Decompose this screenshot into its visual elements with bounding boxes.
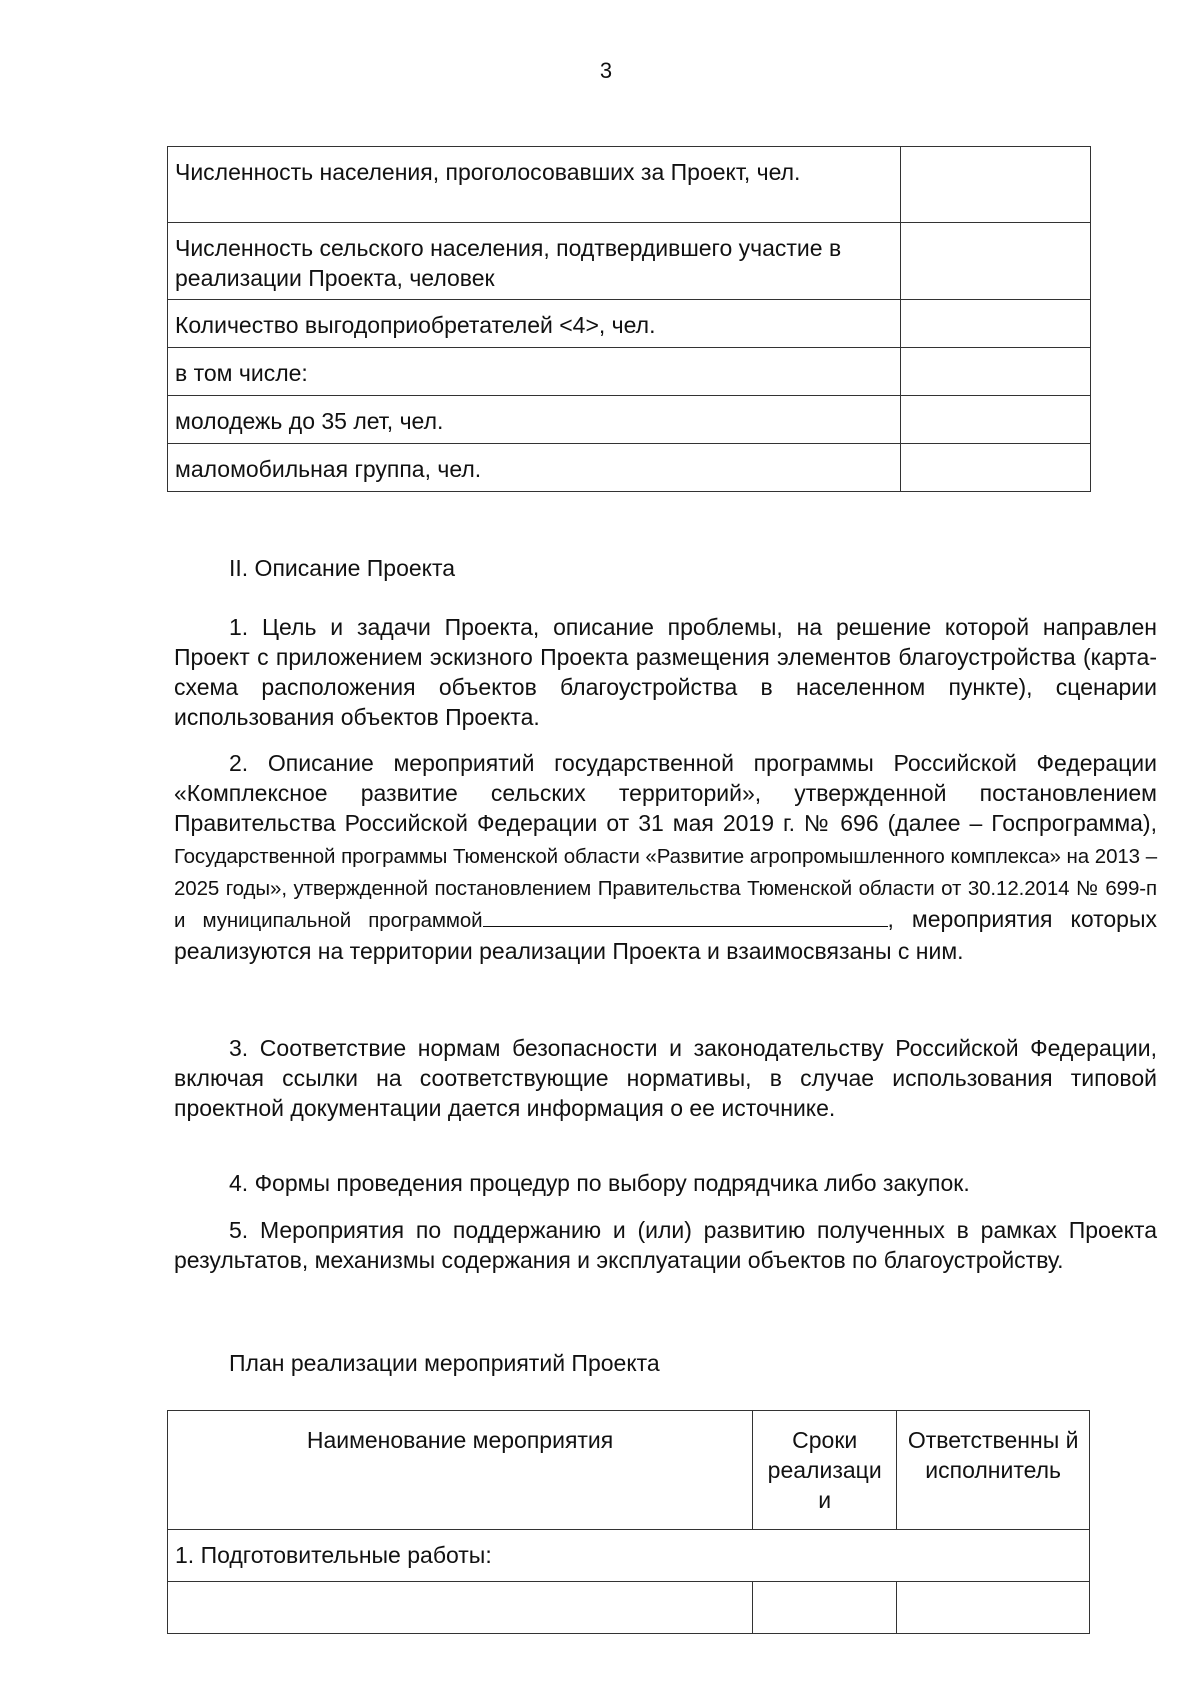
row-value-cell xyxy=(900,348,1090,396)
empty-cell xyxy=(168,1582,753,1634)
table-row xyxy=(168,1582,1090,1634)
paragraph-goals: 1. Цель и задачи Проекта, описание проблемы, на решение которой направлен Проект с приложением эскизного Проекта размещения элементов благоустройства (карта-схема расположения объектов благоустройства в населенном пункте), сценарии использования объектов Проекта. xyxy=(174,614,1157,730)
plan-title: План реализации мероприятий Проекта xyxy=(229,1350,660,1376)
paragraph-procurement: 4. Формы проведения процедур по выбору подрядчика либо закупок. xyxy=(229,1170,970,1196)
row-label: Численность сельского населения, подтвердившего участие в реализации Проекта, человек xyxy=(168,223,901,300)
section-title: II. Описание Проекта xyxy=(229,555,456,581)
table-row xyxy=(168,444,1091,492)
paragraph-maintenance: 5. Мероприятия по поддержанию и (или) развитию полученных в рамках Проекта результатов, механизмы содержания и эксплуатации объектов по благоустройству. xyxy=(174,1217,1157,1273)
header-responsible: Ответственны й исполнитель xyxy=(897,1411,1090,1530)
header-activity-name: Наименование мероприятия xyxy=(168,1411,753,1530)
table-row xyxy=(168,300,1091,348)
paragraph-programs-part-b: Государственной программы Тюменской области «Развитие агропромышленного комплекса» на 2013 – 2025 годы», утвержденной постановлением Правительства Тюменской области от 30.12.2014 № 699-п и муниципальной программой xyxy=(174,845,1157,932)
page-number: 3 xyxy=(599,58,613,83)
section-row-label: 1. Подготовительные работы: xyxy=(168,1530,1090,1582)
paragraph-programs-part-c: , мероприятия которых реализуются на территории реализации Проекта и взаимосвязаны с ним. xyxy=(174,906,1157,964)
paragraph-programs xyxy=(174,748,1157,966)
row-label: Количество выгодоприобретателей <4>, чел. xyxy=(168,300,901,348)
row-label: молодежь до 35 лет, чел. xyxy=(168,396,901,444)
paragraph-programs-part-a: 2. Описание мероприятий государственной программы Российской Федерации «Комплексное развитие сельских территорий», утвержденной постановлением Правительства Российской Федерации от 31 мая 2019 г. № 696 (далее – Госпрограмма), xyxy=(174,750,1157,836)
row-value-cell xyxy=(900,147,1090,223)
row-label: маломобильная группа, чел. xyxy=(168,444,901,492)
header-timeline: Сроки реализаци и xyxy=(753,1411,897,1530)
table-row xyxy=(168,147,1091,223)
row-value-cell xyxy=(900,223,1090,300)
table-row xyxy=(168,1530,1090,1582)
stats-table xyxy=(167,146,1091,492)
blank-line xyxy=(483,904,888,927)
row-value-cell xyxy=(900,444,1090,492)
paragraph-safety: 3. Соответствие нормам безопасности и законодательству Российской Федерации, включая ссылки на соответствующие нормативы, в случае использования типовой проектной документации дается информация о ее источнике. xyxy=(174,1035,1157,1121)
plan-table xyxy=(167,1410,1090,1634)
table-header-row xyxy=(168,1411,1090,1530)
row-value-cell xyxy=(900,396,1090,444)
table-row xyxy=(168,348,1091,396)
row-label: в том числе: xyxy=(168,348,901,396)
row-label: Численность населения, проголосовавших за Проект, чел. xyxy=(168,147,901,223)
empty-cell xyxy=(753,1582,897,1634)
row-value-cell xyxy=(900,300,1090,348)
table-row xyxy=(168,396,1091,444)
empty-cell xyxy=(897,1582,1090,1634)
table-row xyxy=(168,223,1091,300)
